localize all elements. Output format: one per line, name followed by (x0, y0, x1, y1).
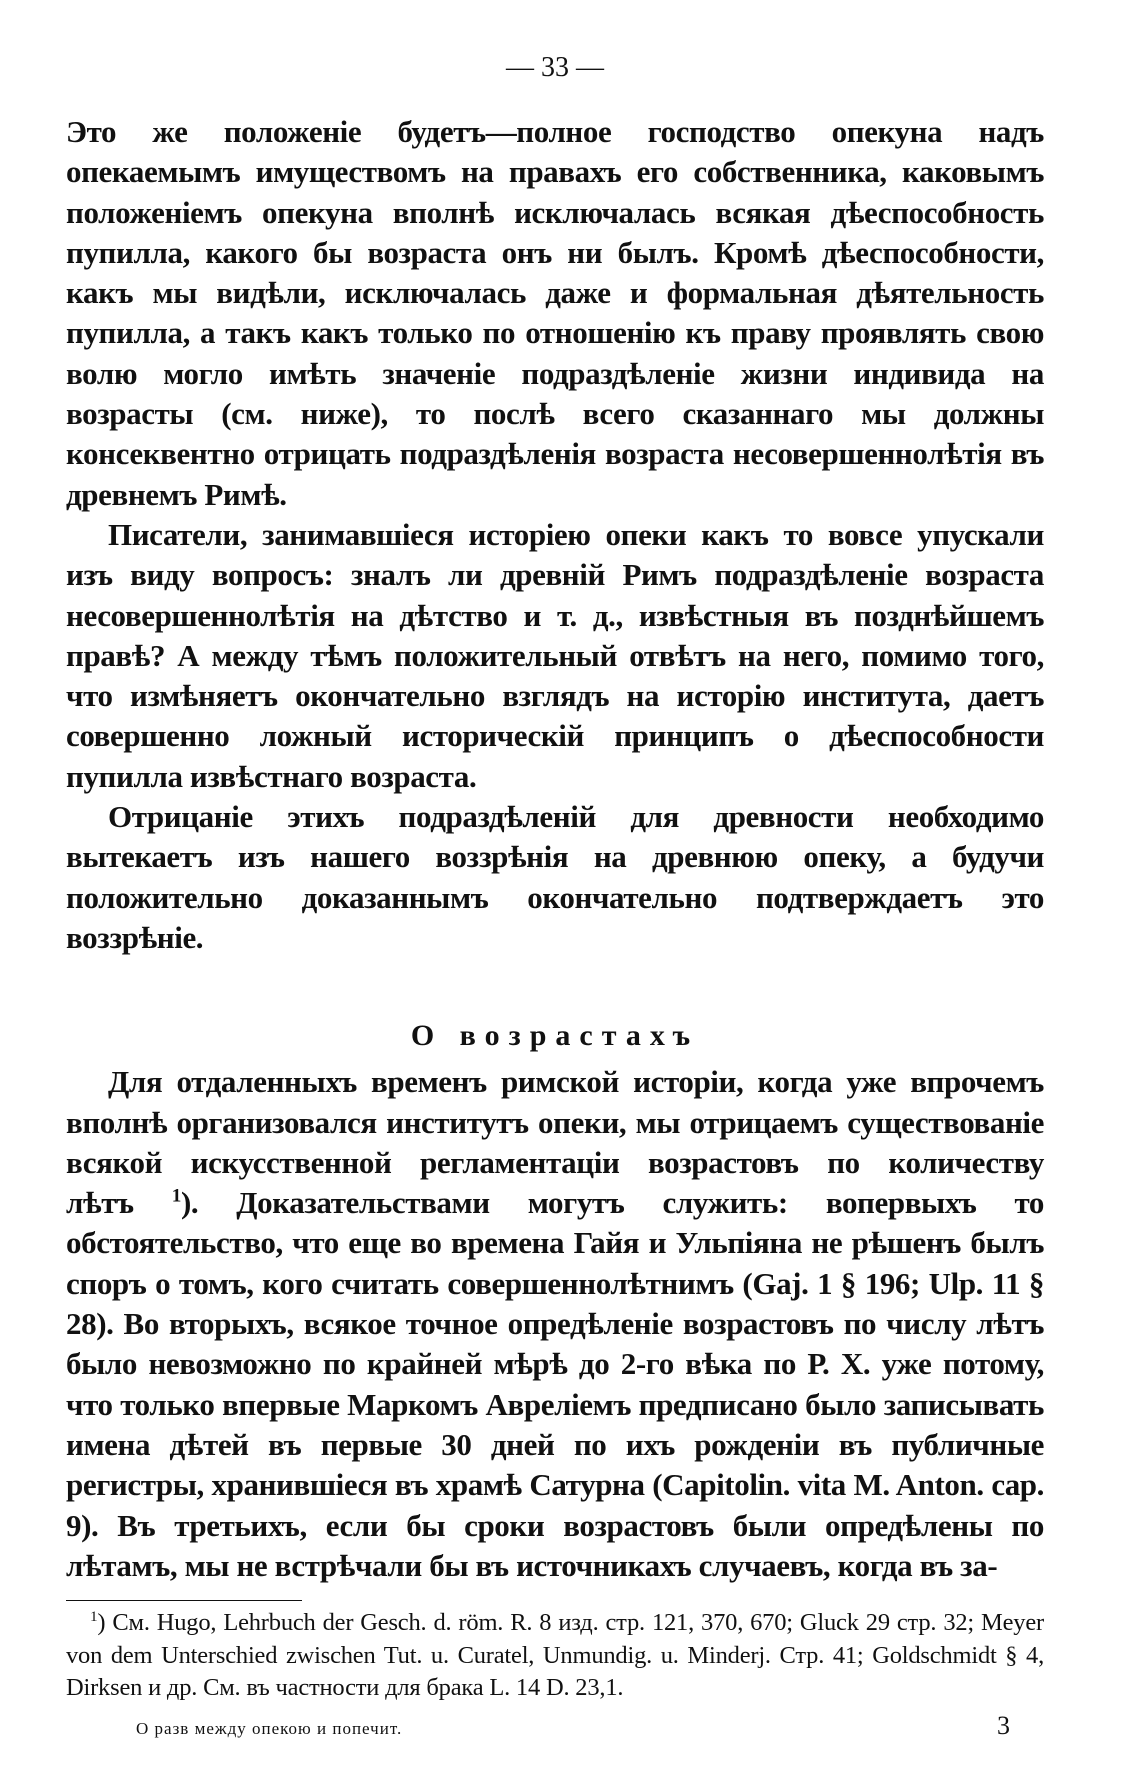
section-paragraph-text-after-note: ). Доказательствами могутъ служить: вопервыхъ то обстоятельство, что еще во времена Гайя и Ульпіяна не рѣшенъ былъ споръ о томъ, кого считать совершеннолѣтнимъ (Gaj. 1 § 196; Ulp. 11 § 28). Во вторыхъ, всякое точное опредѣленіе возрастовъ по числу лѣтъ было невозможно по крайней мѣрѣ до 2-го вѣка по Р. X. уже потому, что только впервые Маркомъ Авреліемъ предписано было записывать имена дѣтей въ первые 30 дней по ихъ рожденіи въ публичные регистры, хранившіеся въ храмѣ Сатурна (Capitolin. vita M. Anton. cap. 9). Въ третьихъ, если бы сроки возрастовъ были опредѣлены по лѣтамъ, мы не встрѣчали бы въ источникахъ случаевъ, когда въ за- (66, 1185, 1044, 1583)
footnote (66, 1607, 1044, 1705)
paragraph-2: Писатели, занимавшіеся исторіею опеки какъ то вовсе упускали изъ виду вопросъ: зналъ ли древній Римъ подраздѣленіе возраста несовершеннолѣтія на дѣтство и т. д., извѣстныя въ позднѣйшемъ правѣ? А между тѣмъ положительный отвѣтъ на него, помимо того, что измѣняетъ окончательно взглядъ на исторію института, даетъ совершенно ложный историческій принципъ о дѣеспособности пупилла извѣстнаго возраста. (66, 516, 1044, 794)
footnote-reference[interactable]: 1 (171, 1185, 181, 1207)
page-footer (66, 1711, 1044, 1741)
footnote-divider (66, 1600, 302, 1601)
book-page (66, 48, 1044, 1741)
section-paragraph-text-before-note: Для отдаленныхъ временъ римской исторіи, когда уже впрочемъ вполнѣ организовался институтъ опеки, мы отрицаемъ существованіе всякой искусственной регламентаціи возрастовъ по количеству лѣтъ (66, 1064, 1044, 1221)
page-number: — 33 — (506, 52, 604, 83)
sheet-number: 3 (997, 1710, 1010, 1740)
footer-signature: О разв между опекою и попечит. (136, 1718, 403, 1738)
paragraph-3: Отрицаніе этихъ подраздѣленій для древности необходимо вытекаетъ изъ нашего воззрѣнія на древнюю опеку, а будучи положительно доказаннымъ окончательно подтверждаетъ это воззрѣніе. (66, 799, 1044, 955)
section-heading: О возрастахъ (410, 1019, 700, 1053)
section-paragraph (66, 1062, 1044, 1586)
paragraph-1: Это же положеніе будетъ—полное господство опекуна надъ опекаемымъ имуществомъ на правахъ его собственника, каковымъ положеніемъ опекуна вполнѣ исключалась всякая дѣеспособность пупилла, какого бы возраста онъ ни былъ. Кромѣ дѣеспособности, какъ мы видѣли, исключалась даже и формальная дѣятельность пупилла, а такъ какъ только по отношенію къ праву проявлять свою волю могло имѣть значеніе подраздѣленіе жизни индивида на возрасты (см. ниже), то послѣ всего сказаннаго мы должны консеквентно отрицать подраздѣленія возраста несовершеннолѣтія въ древнемъ Римѣ. (66, 114, 1044, 512)
footnote-text: ) См. Hugo, Lehrbuch der Gesch. d. röm. R. 8 изд. стр. 121, 370, 670; Gluck 29 стр. 32; Meyer von dem Unterschied zwischen Tut. u. Curatel, Unmundig. u. Minderj. Стр. 41; Goldschmidt § 4, Dirksen и др. См. въ частности для брака L. 14 D. 23,1. (66, 1609, 1044, 1702)
footnote-marker: 1 (90, 1607, 98, 1625)
